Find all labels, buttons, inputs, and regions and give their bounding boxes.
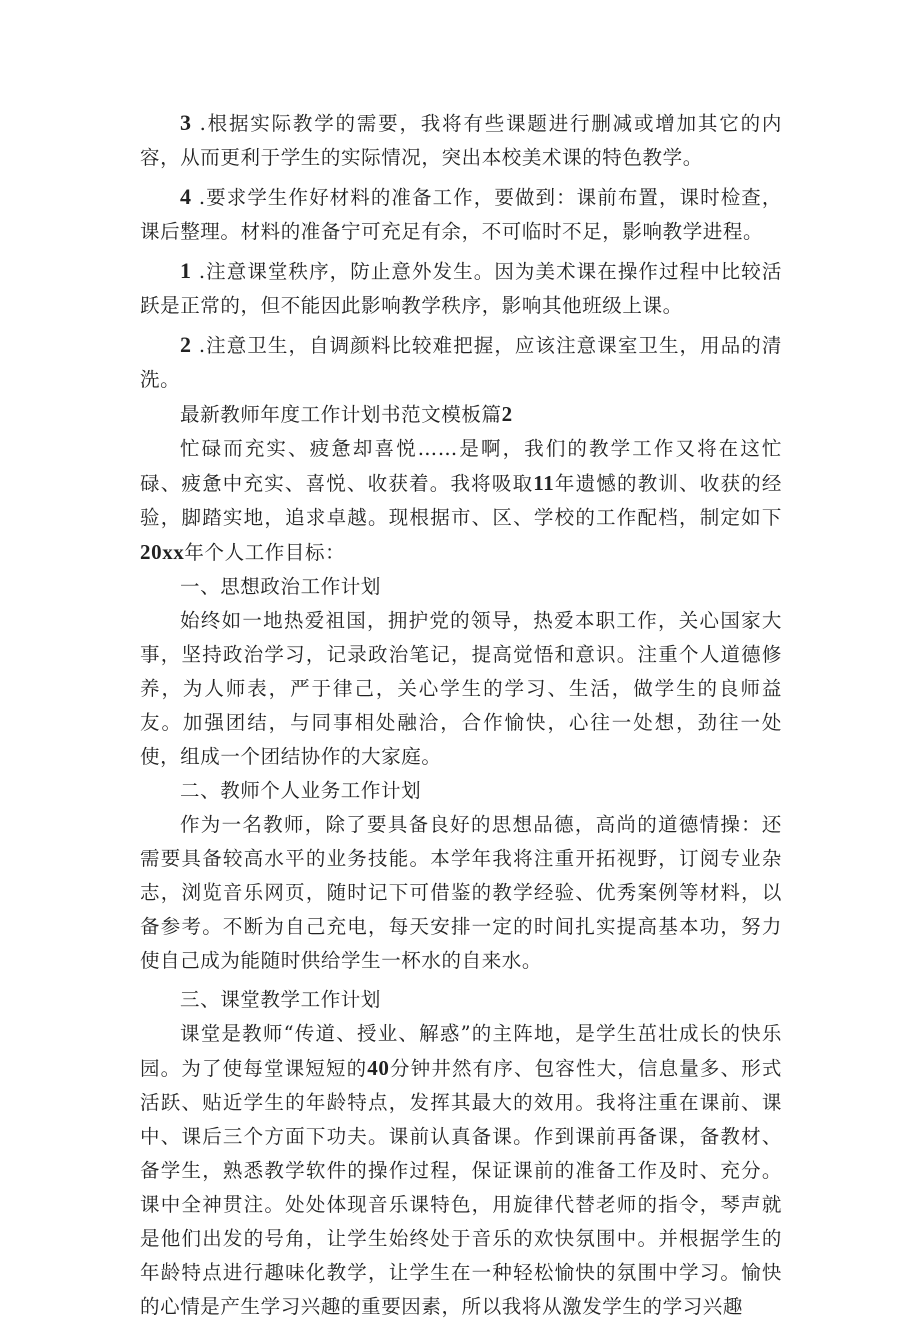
section3-minutes: 40: [367, 1056, 390, 1080]
intro-text-a: 忙碌而充实、疲惫却喜悦……是啊，我们的教学工作又将在这忙碌、疲惫中充实、喜悦、收获着。我将吸取: [140, 437, 782, 495]
section3-text-a: 课堂是教师“传道、授业、解惑”的主阵地，是学生茁壮成长的快乐园。为了使每堂课短短的: [140, 1022, 782, 1080]
section-body-2: 作为一名教师，除了要具备良好的思想品德，高尚的道德情操：还需要具备较高水平的业务技能。本学年我将注重开拓视野，订阅专业杂志，浏览音乐网页，随时记下可借鉴的教学经验、优秀案例等材料，以备参考。不断为自己充电，每天安排一定的时间扎实提高基本功，努力使自己成为能随时供给学生一杯水的自来水。: [140, 813, 782, 972]
section3-text-c: 分钟井然有序、包容性大，信息量多、形式活跃、贴近学生的年龄特点，发挥其最大的效用。我将注重在课前、课中、课后三个方面下功夫。课前认真备课。作到课前再备课，备教材、备学生，熟悉教学软件的操作过程，保证课前的准备工作及时、充分。课中全神贯注。处处体现音乐课特色，用旋律代替老师的指令，琴声就是他们出发的号角，让学生始终处于音乐的欢快氛围中。并根据学生的年龄特点进行趣味化教学，让学生在一种轻松愉快的氛围中学习。愉快的心情是产生学习兴趣的重要因素，所以我将从激发学生的学习兴趣: [140, 1057, 782, 1318]
heading-number: 2: [501, 402, 513, 426]
item-number: 3: [180, 110, 192, 135]
list-item: [140, 254, 782, 323]
intro-number-years: 11: [533, 471, 555, 495]
item-number: 4: [180, 184, 192, 209]
intro-text-e: 年个人工作目标：: [184, 541, 346, 564]
item-number: 2: [180, 332, 192, 357]
intro-text-c: 年遗憾的教训、收获的经验，脚踏实地，追求卓越。现根据市、区、学校的工作配档，制定如下: [140, 472, 782, 529]
heading-text: 最新教师年度工作计划书范文模板篇: [180, 403, 502, 426]
item-text: .要求学生作好材料的准备工作，要做到：课前布置，课时检查，课后整理。材料的准备宁可充足有余，不可临时不足，影响教学进程。: [140, 186, 782, 243]
item-text: .根据实际教学的需要，我将有些课题进行删减或增加其它的内容，从而更利于学生的实际情况，突出本校美术课的特色教学。: [140, 112, 782, 169]
section-title-3: 三、课堂教学工作计划: [180, 988, 382, 1011]
section-heading: [140, 397, 782, 432]
intro-paragraph: [140, 432, 782, 570]
item-number: 1: [180, 258, 192, 283]
intro-year: 20xx: [140, 540, 185, 564]
section-body-3: [140, 1017, 782, 1324]
item-text: .注意课堂秩序，防止意外发生。因为美术课在操作过程中比较活跃是正常的，但不能因此影响教学秩序，影响其他班级上课。: [140, 260, 782, 317]
item-text: .注意卫生，自调颜料比较难把握，应该注意课室卫生，用品的清洗。: [140, 334, 782, 391]
section-title-1: 一、思想政治工作计划: [180, 575, 382, 598]
section-title-2: 二、教师个人业务工作计划: [180, 779, 422, 802]
section-body-1: 始终如一地热爱祖国，拥护党的领导，热爱本职工作，关心国家大事，坚持政治学习，记录政治笔记，提高觉悟和意识。注重个人道德修养，为人师表，严于律己，关心学生的学习、生活，做学生的良师益友。加强团结，与同事相处融洽，合作愉快，心往一处想，劲往一处使，组成一个团结协作的大家庭。: [140, 609, 782, 768]
list-item: [140, 328, 782, 397]
list-item: [140, 180, 782, 249]
list-item: [140, 106, 782, 175]
document-body: [140, 106, 782, 1324]
